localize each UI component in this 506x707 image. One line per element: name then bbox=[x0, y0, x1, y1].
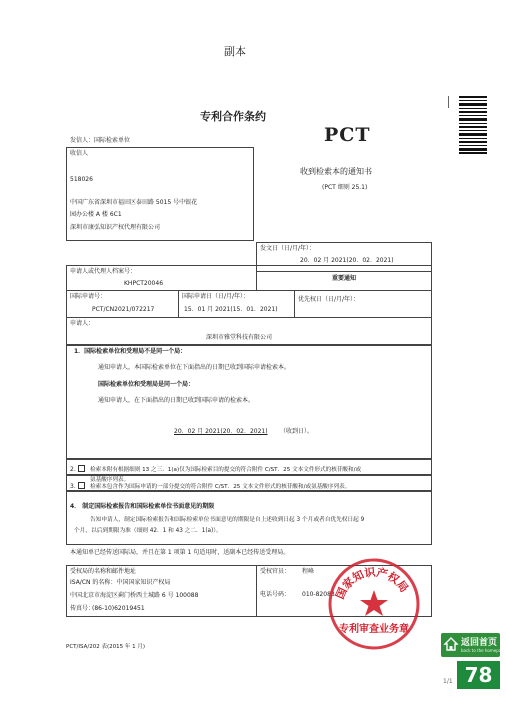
form-reference: PCT/ISA/202 表(2015 年 1 月) bbox=[66, 644, 145, 650]
section-4-line2: 个月，以后到期限为准（细则 42．1 和 43 之二．1(a)）。 bbox=[74, 528, 222, 534]
section-1-para1: 通知申请人，本国际检索单位在下面指出的日期已收到国际申请检索本。 bbox=[98, 364, 291, 371]
copy-mark: 副本 bbox=[224, 45, 246, 58]
applicant-value: 深圳市雅堂科技有限公司 bbox=[206, 334, 273, 341]
pct-title: PCT bbox=[324, 124, 371, 146]
phone-label: 电话号码： bbox=[260, 591, 291, 598]
phone-value: 010-82083 bbox=[302, 591, 335, 598]
priority-date-label: 优先权日（日/月/年）： bbox=[298, 296, 360, 303]
stamp-top-text: 国家知识产权局 bbox=[333, 565, 411, 602]
officer-label: 受权官员： bbox=[260, 568, 291, 575]
treaty-title: 专利合作条约 bbox=[200, 110, 266, 123]
app-number-label: 国际申请号： bbox=[70, 293, 107, 300]
received-date-suffix: （收到日）。 bbox=[280, 428, 314, 435]
table-divider bbox=[256, 265, 257, 290]
section-2-checkbox[interactable] bbox=[78, 465, 85, 472]
mailing-date-value: 20．02 月 2021(20．02．2021) bbox=[300, 257, 394, 264]
recipient-postcode: 518026 bbox=[70, 176, 93, 183]
received-date: 20．02 月 2021(20．02．2021) bbox=[174, 428, 268, 435]
section-2-line1: 检索本附有根据细则 13 之三．1(a)仅为国际检索目的提交的符合附件 C/ST．25 文本文件形式的核苷酸和/或 bbox=[90, 467, 362, 473]
section-1-heading: 1．国际检索单位和受理局不是同一个局： bbox=[74, 348, 187, 355]
stamp-center-text: 专利审查业务章 bbox=[339, 624, 409, 635]
official-stamp bbox=[326, 556, 422, 652]
back-home-button[interactable] bbox=[441, 633, 506, 657]
section-3-checkbox[interactable] bbox=[78, 482, 85, 489]
section-3-line1: 检索本包含作为国际申请的一部分提交的符合附件 C/ST．25 文本文件形式的核苷酸和/或氨基酸序列表。 bbox=[90, 484, 351, 490]
section-2-line2: 氨基酸序列表。 bbox=[90, 477, 130, 483]
recipient-agency: 深圳市康弘知识产权代理有限公司 bbox=[70, 224, 161, 231]
authority-divider bbox=[256, 565, 257, 617]
form-table bbox=[66, 265, 432, 345]
mailing-date-label: 发文日（日/月/年）： bbox=[260, 245, 316, 252]
fax-value: (86-10)62019451 bbox=[92, 605, 145, 612]
home-icon bbox=[444, 636, 458, 650]
section-4-heading: 4． 制定国际检索报告和国际检索单位书面意见的期限 bbox=[70, 503, 215, 510]
section-4-line1: 告知申请人，制定国际检索报告和国际检索单位书面意见的期限是自上述收到日起 3 个月或者自优先权日起 9 bbox=[90, 517, 365, 523]
table-divider bbox=[66, 290, 432, 291]
recipient-address-line2: 园办公楼 A 楼 6C1 bbox=[70, 211, 122, 218]
closing-note: 本通知单已经传送国际局，并且在第 1 项第 1 句适用时，送副本已经传送受理局。 bbox=[70, 549, 290, 556]
file-ref-label: 申请人或代理人档案号： bbox=[70, 268, 137, 275]
form-title: 收到检索本的通知书 bbox=[300, 167, 372, 176]
isa-address: 中国北京市海淀区蓟门桥西土城路 6 号 100088 bbox=[70, 592, 199, 599]
table-divider bbox=[294, 290, 295, 317]
recipient-address-line1: 中国广东省深圳市福田区泰田路 5015 号中银花 bbox=[70, 199, 198, 206]
filing-date-value: 15．01 月 2021(15．01．2021) bbox=[184, 306, 278, 313]
isa-name: ISA/CN 的名称：中国国家知识产权局 bbox=[70, 579, 171, 586]
filing-date-label: 国际申请日（日/月/年）： bbox=[182, 293, 250, 300]
applicant-label: 申请人： bbox=[70, 320, 95, 327]
file-ref-value: KHPCT20046 bbox=[124, 280, 164, 287]
app-number-value: PCT/CN2021/072217 bbox=[92, 306, 155, 313]
page-number-badge: 78 bbox=[457, 661, 500, 689]
stamp-star-icon bbox=[360, 590, 388, 616]
page-fraction: 1/1 bbox=[443, 678, 453, 685]
back-home-sublabel: back to the homepage bbox=[461, 648, 506, 653]
fax-label: 传真号： bbox=[70, 605, 95, 612]
rule-reference: (PCT 细则 25.1) bbox=[322, 184, 368, 191]
table-divider bbox=[66, 317, 432, 318]
table-divider bbox=[178, 290, 179, 317]
officer-name: 程峰 bbox=[302, 568, 315, 575]
back-home-label: 返回首页 bbox=[461, 638, 498, 648]
recipient-label: 收信人 bbox=[70, 150, 89, 157]
section-1-para2: 通知申请人，在下面指出的日期已收到国际申请的检索本。 bbox=[98, 397, 255, 404]
section-1-subheading: 国际检索单位和受理局是同一个局： bbox=[98, 381, 195, 388]
important-notice: 重要通知 bbox=[332, 275, 357, 282]
section-3-number: 3． bbox=[70, 483, 80, 490]
section-2-number: 2． bbox=[70, 466, 80, 473]
isa-label: 受权局的名称和邮件地址 bbox=[70, 568, 137, 575]
barcode bbox=[459, 96, 487, 154]
side-mark bbox=[448, 96, 453, 108]
sender-label: 发信人：国际检索单位 bbox=[70, 137, 131, 144]
